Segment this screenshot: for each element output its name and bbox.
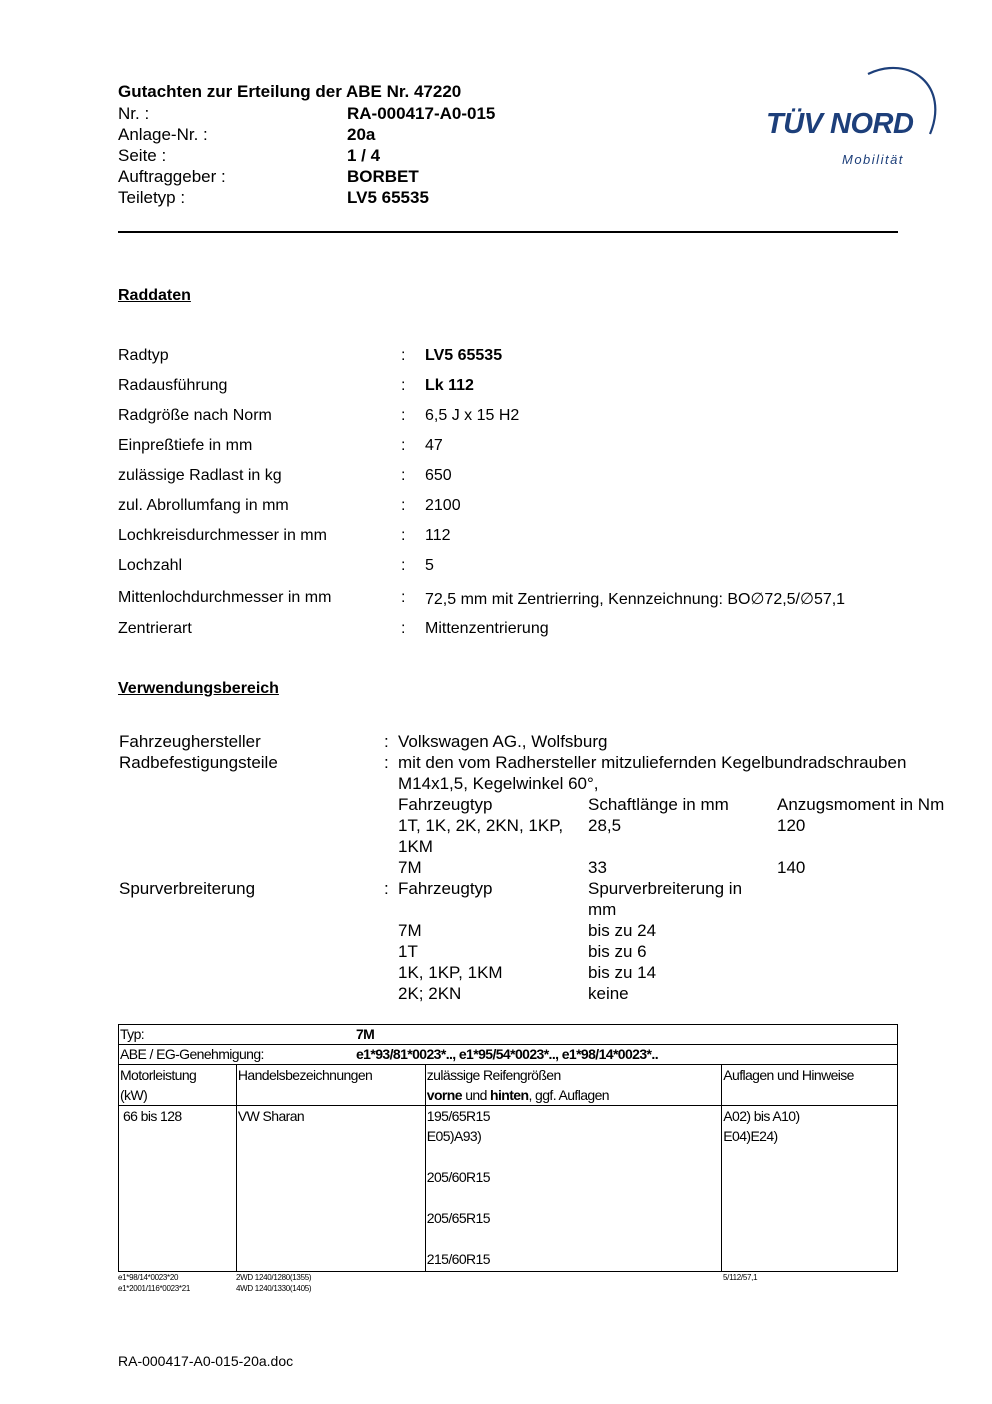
bolt-row-typ-cont: 1KM (398, 837, 433, 856)
note-achslast: 2WD 1240/1280(1355) (236, 1273, 312, 1282)
raddaten-label: Mittenlochdurchmesser in mm (118, 589, 332, 606)
raddaten-label: Radgröße nach Norm (118, 407, 272, 424)
document-title: Gutachten zur Erteilung der ABE Nr. 47220 (118, 82, 462, 101)
header-value-nr: RA-000417-A0-015 (347, 104, 496, 123)
spur-colon: : (384, 879, 389, 898)
bolt-row-typ: 7M (398, 858, 422, 877)
raddaten-colon: : (401, 407, 406, 424)
raddaten-colon: : (401, 497, 406, 514)
spur-col-verbreiterung-unit: mm (588, 900, 617, 919)
header-label-seite: Seite : (118, 146, 167, 165)
befestigung-line1: mit den vom Radhersteller mitzuliefernden Kegelbundradschrauben (398, 753, 907, 772)
spur-row-wert: bis zu 24 (588, 921, 657, 940)
table-header-row (119, 1065, 898, 1106)
spur-row-wert: bis zu 6 (588, 942, 647, 961)
raddaten-colon: : (401, 620, 406, 637)
spur-row-wert: bis zu 14 (588, 963, 657, 982)
raddaten-colon: : (401, 377, 406, 394)
raddaten-colon: : (401, 557, 406, 574)
raddaten-label: Lochzahl (118, 557, 183, 574)
header-reifen-hinten: hinten (490, 1087, 529, 1103)
befestigung-line2: M14x1,5, Kegelwinkel 60°, (398, 774, 599, 793)
header-label-auftraggeber: Auftraggeber : (118, 167, 226, 186)
header-label-anlage: Anlage-Nr. : (118, 125, 208, 144)
raddaten-colon: : (401, 467, 406, 484)
spur-col-verbreiterung: Spurverbreiterung in (588, 879, 743, 898)
raddaten-colon: : (401, 527, 406, 544)
raddaten-value: 72,5 mm mit Zentrierring, Kennzeichnung: BO∅72,5/∅57,1 (425, 591, 846, 608)
vehicle-table (118, 1024, 898, 1272)
raddaten-colon: : (401, 437, 406, 454)
table-row-abe (119, 1045, 898, 1065)
header-motor-line2: (kW) (120, 1087, 148, 1103)
abe-value: e1*93/81*0023*.., e1*95/54*0023*.., e1*98/14*0023*.. (356, 1046, 658, 1062)
hersteller-value: Volkswagen AG., Wolfsburg (398, 732, 608, 751)
raddaten-label: zulässige Radlast in kg (118, 467, 282, 484)
raddaten-value: 5 (425, 557, 434, 574)
reifen-line: E05)A93) (426, 1128, 482, 1144)
typ-cell (119, 1025, 898, 1045)
raddaten-value: 650 (425, 467, 452, 484)
raddaten-value: 47 (425, 437, 443, 454)
header-motorleistung (119, 1065, 237, 1106)
header-label-nr: Nr. : (118, 104, 150, 123)
reifen-spacer (427, 1228, 720, 1249)
header-motor-line1: Motorleistung (120, 1067, 197, 1083)
bolt-row-moment: 140 (777, 858, 806, 877)
bolt-row-laenge: 28,5 (588, 816, 622, 835)
spur-label: Spurverbreiterung (119, 879, 256, 898)
raddaten-value: LV5 65535 (425, 347, 503, 364)
bolt-col-schaftlaenge: Schaftlänge in mm (588, 795, 729, 814)
abe-cell (119, 1045, 898, 1065)
reifen-line: 205/65R15 (426, 1210, 490, 1226)
befestigung-label: Radbefestigungsteile (119, 753, 278, 772)
raddaten-label: Radausführung (118, 377, 228, 394)
header-reifen-auflagen: , ggf. Auflagen (528, 1087, 609, 1103)
table-row (119, 1106, 898, 1272)
spur-row-typ: 1K, 1KP, 1KM (398, 963, 503, 982)
reifen-spacer (427, 1187, 720, 1208)
header-divider (118, 231, 898, 233)
bolt-col-anzugsmoment: Anzugsmoment in Nm (777, 795, 945, 814)
cell-reifen (425, 1106, 721, 1272)
note-lochkreis: 5/112/57,1 (723, 1273, 758, 1282)
spur-row-wert: keine (588, 984, 629, 1003)
bolt-col-fahrzeugtyp: Fahrzeugtyp (398, 795, 493, 814)
cell-motor: 66 bis 128 (119, 1106, 237, 1272)
reifen-spacer (427, 1146, 720, 1167)
header-handelsbezeichnungen: Handelsbezeichnungen (236, 1065, 425, 1106)
tuev-nord-logo (760, 56, 950, 176)
bolt-row-moment: 120 (777, 816, 806, 835)
header-reifen-vorne: vorne (426, 1087, 462, 1103)
header-value-seite: 1 / 4 (347, 146, 381, 165)
section-heading-raddaten: Raddaten (118, 287, 191, 304)
bolt-row-typ: 1T, 1K, 2K, 2KN, 1KP, (398, 816, 564, 835)
logo-wordmark: TÜV NORD (766, 108, 914, 140)
header-label-teiletyp: Teiletyp : (118, 188, 186, 207)
abe-label: ABE / EG-Genehmigung: (120, 1046, 264, 1062)
logo-subtitle: Mobilität (842, 152, 904, 167)
raddaten-label: Zentrierart (118, 620, 192, 637)
header-value-auftraggeber: BORBET (347, 167, 419, 186)
reifen-line: 215/60R15 (426, 1251, 490, 1267)
header-value-anlage: 20a (347, 125, 376, 144)
reifen-line: 195/65R15 (426, 1108, 490, 1124)
note-genehmigung: e1*98/14*0023*20 (118, 1273, 179, 1282)
raddaten-colon: : (401, 347, 406, 364)
header-reifen-line1: zulässige Reifengrößen (426, 1067, 561, 1083)
bolt-row-laenge: 33 (588, 858, 607, 877)
raddaten-colon: : (401, 589, 406, 606)
section-heading-verwendungsbereich: Verwendungsbereich (118, 680, 279, 697)
spur-row-typ: 1T (398, 942, 418, 961)
raddaten-label: Lochkreisdurchmesser in mm (118, 527, 327, 544)
raddaten-value: 6,5 J x 15 H2 (425, 407, 520, 424)
raddaten-label: Radtyp (118, 347, 169, 364)
note-achslast: 4WD 1240/1330(1405) (236, 1284, 312, 1293)
raddaten-label: zul. Abrollumfang in mm (118, 497, 289, 514)
raddaten-value: Lk 112 (425, 377, 474, 394)
header-reifengroessen (425, 1065, 721, 1106)
table-row-typ (119, 1025, 898, 1045)
spur-row-typ: 2K; 2KN (398, 984, 462, 1003)
note-genehmigung: e1*2001/116*0023*21 (118, 1284, 191, 1293)
header-value-teiletyp: LV5 65535 (347, 188, 429, 207)
raddaten-label: Einpreßtiefe in mm (118, 437, 253, 454)
reifen-line: 205/60R15 (426, 1169, 490, 1185)
cell-handel: VW Sharan (236, 1106, 425, 1272)
typ-label: Typ: (120, 1026, 145, 1042)
typ-value: 7M (356, 1026, 375, 1042)
cell-auflagen (722, 1106, 898, 1272)
auflagen-line: A02) bis A10) (723, 1108, 800, 1124)
raddaten-value: 2100 (425, 497, 461, 514)
befestigung-colon: : (384, 753, 389, 772)
raddaten-value: 112 (425, 527, 451, 544)
hersteller-colon: : (384, 732, 389, 751)
header-reifen-line2 (427, 1085, 720, 1105)
footer-filename: RA-000417-A0-015-20a.doc (118, 1353, 294, 1369)
header-auflagen: Auflagen und Hinweise (722, 1065, 898, 1106)
raddaten-value: Mittenzentrierung (425, 620, 549, 637)
header-reifen-und: und (461, 1087, 491, 1103)
spur-col-fahrzeugtyp: Fahrzeugtyp (398, 879, 493, 898)
spur-row-typ: 7M (398, 921, 422, 940)
auflagen-line: E04)E24) (723, 1128, 778, 1144)
hersteller-label: Fahrzeughersteller (119, 732, 261, 751)
